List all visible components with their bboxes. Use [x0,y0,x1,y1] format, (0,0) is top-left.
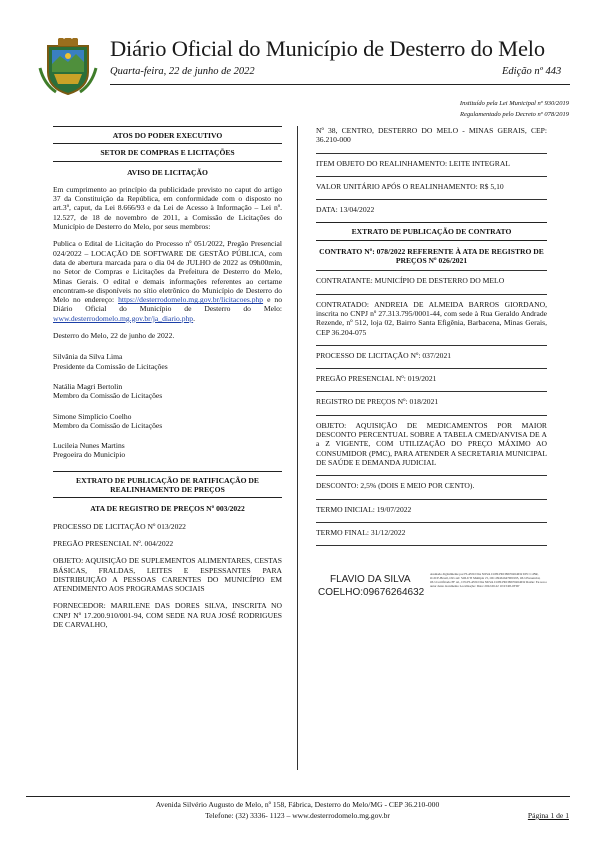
object-text: OBJETO: AQUISIÇÃO DE SUPLEMENTOS ALIMENTARES, CESTAS BÁSICAS, FRALDAS, LEITES E ESPESSANTES PARA DISTRIBUIÇÃO A PESSOAS CARENTES DO MUNICÍPIO EM ATENDIMENTO AOS PROGRAMAS SOCIAIS [53,556,282,594]
signatory-name: Simone Simplício Coelho [53,411,132,421]
left-column [53,126,282,637]
signatory-name: Silvânia da Silva Lima [53,352,123,362]
rule [316,499,547,500]
signature-block [53,412,282,431]
object-text: OBJETO: AQUISIÇÃO DE MEDICAMENTOS POR MAIOR DESCONTO PERCENTUAL SOBRE A TABELA CMED/ANVISA DE A a Z VIGENTE, COM UTILIZAÇÃO DO PREÇO MÁXIMO AO CONSUMIDOR (PMC), PARA ATENDER A SECRETARIA MUNICIPAL DE SAÚDE E DEMANDA JUDICIAL [316,420,547,467]
notice-paragraph-2 [53,239,282,323]
digital-signature-name-line-1: FLAVIO DA SILVA [330,574,411,585]
notice-dot: . [193,313,196,323]
signatory-role: Pregoeira do Município [53,450,126,460]
signatory-role: Presidente da Comissão de Licitações [53,361,168,371]
rule [316,545,547,546]
rule [316,475,547,476]
diario-link[interactable]: www.desterrodomelo.mg.gov.br/ja_diario.php [53,313,194,323]
rule [316,391,547,392]
section-heading-ratification: EXTRATO DE PUBLICAÇÃO DE RATIFICAÇÃO DE REALINHAMENTO DE PREÇOS [53,471,282,499]
supplier-text: FORNECEDOR: MARILENE DAS DORES SILVA, INSCRITA NO CNPJ Nº 17.200.910/001-94, COM SEDE NA RUA JOSÉ RODRIGUES DE CARVALHO, [53,601,282,629]
rule [316,415,547,416]
signature-block [53,382,282,401]
licitacoes-link[interactable]: https://desterrodomelo.mg.gov.br/licitacoes.php [118,295,264,305]
price-registry-number: REGISTRO DE PREÇOS Nº: 018/2021 [316,397,439,407]
footer-address: Avenida Silvério Augusto de Melo, nº 158, Fábrica, Desterro do Melo/MG - CEP 36.210-000 [155,800,440,809]
notice-paragraph-1: Em cumprimento ao princípio da publicidade previsto no caput do artigo 37 da Constituição da República, em conformidade com o disposto no art.3º, caput, da Lei 8.666/93 e da Lei de Acesso à Informação – Lei nº. 12.527, de 18 de novembro de 2011, a Comissão de Licitações do Município de Desterro do Melo, por seus membros: [53,184,282,232]
discount-text: DESCONTO: 2,5% (DOIS E MEIO POR CENTO). [316,481,475,491]
contract-number: CONTRATO Nº: 078/2022 REFERENTE À ATA DE REGISTRO DE PREÇOS Nº 026/2021 [319,246,544,266]
process-number: PROCESSO DE LICITAÇÃO Nº 013/2022 [53,521,186,531]
digital-signature-name-line-2: COELHO:09676264632 [318,587,425,598]
place-date: Desterro do Melo, 22 de junho de 2022. [53,331,175,341]
rule [316,294,547,295]
municipal-crest-logo [38,38,98,98]
digital-signature-details: Assinado digitalmente por FLAVIO DA SILVA COELHO:09676264632 DN: C=BR, O=ICP-Brasil, OU=AC SOLUTI Multipla v5, OU=09461647000195, OU=Presencial, OU=Certificado PF A1, CN=FLAVIO DA SILVA COELHO:09676264632 Razão: Eu sou o autor deste documento Localização: Data: 2022.06.22 10:23:48-03'00' [430,572,547,588]
footer-contact: Telefone: (32) 3336- 1123 – www.desterrodomelo.mg.gov.br [205,811,390,820]
edition-number: Edição nº 443 [502,66,562,77]
unit-value: VALOR UNITÁRIO APÓS O REALINHAMENTO: R$ 5,10 [316,181,504,191]
rule [316,199,547,200]
signatory-role: Membro da Comissão de Licitações [53,420,163,430]
contracted-party: CONTRATADO: ANDREIA DE ALMEIDA BARROS GIORDANO, inscrita no CNPJ nº 27.313.795/0001-44, com sede à Rua Geraldo Andrade Rezende, nº 512, loja 02, Bairro Santa Efigênia, Barbacena, Minas Gerais, CEP 36.204-075 [316,299,547,337]
decree-line: Regulamentado pelo Decreto nº 078/2019 [459,111,569,118]
rule [316,176,547,177]
signatory-role: Membro da Comissão de Licitações [53,391,163,401]
pregao-number: PREGÃO PRESENCIAL Nº: 019/2021 [316,374,437,384]
start-term: TERMO INICIAL: 19/07/2022 [316,504,412,514]
page-title: Diário Oficial do Município de Desterro do Melo [110,36,545,61]
footer-divider [26,796,570,797]
signature-block [53,441,282,460]
signatory-name: Natália Magri Bertolin [53,381,123,391]
notice-paragraph-2-text: Publica o Edital de Licitação do Processo nº 051/2022, Pregão Presencial 024/2022 – LOCAÇÃO DE SOFTWARE DE GESTÃO PÚBLICA, com data de abertura marcada para o dia 04 de JULHO de 2022 as 09h00min, no Setor de Compras e Licitações da Prefeitura de Desterro do Melo, Minas Gerais. O edital e demais informações referentes ao certame encontram-se disponíveis no sítio eletrônico do Município de Desterro do Melo no endereço: [53,239,282,305]
contracting-party: CONTRATANTE: MUNICÍPIO DE DESTERRO DO MELO [316,276,505,286]
notice-title: AVISO DE LICITAÇÃO [127,167,208,177]
rule [316,153,547,154]
section-heading-executive: ATOS DO PODER EXECUTIVO [53,126,282,143]
ata-number: ATA DE REGISTRO DE PREÇOS Nº 003/2022 [90,504,245,514]
signature-block [53,352,282,371]
section-heading-contract: EXTRATO DE PUBLICAÇÃO DE CONTRATO [316,222,547,240]
digital-signature [318,572,548,606]
realignment-item: ITEM OBJETO DO REALINHAMENTO: LEITE INTEGRAL [316,158,510,168]
signatory-name: Lucileia Nunes Martins [53,441,125,451]
supplier-address-continued: Nº 38, CENTRO, DESTERRO DO MELO - MINAS GERAIS, CEP: 36.210-000 [316,126,547,145]
rule [316,270,547,271]
end-term: TERMO FINAL: 31/12/2022 [316,527,406,537]
page-number: Página 1 de 1 [527,811,569,820]
header-divider [110,84,570,85]
section-heading-purchasing: SETOR DE COMPRAS E LICITAÇÕES [53,143,282,161]
rule [316,345,547,346]
rule [316,522,547,523]
column-divider [297,126,298,770]
pregao-number: PREGÃO PRESENCIAL Nº. 004/2022 [53,538,174,548]
rule [316,368,547,369]
legal-basis [460,98,569,120]
right-column [316,126,547,551]
notice-and-text: e no Diário Oficial do Município de Desterro do Melo: [53,295,282,314]
law-line: Instituído pela Lei Municipal nº 930/2019 [459,100,569,107]
process-number: PROCESSO DE LICITAÇÃO Nº: 037/2021 [316,350,452,360]
realignment-date: DATA: 13/04/2022 [316,205,375,215]
issue-date: Quarta-feira, 22 de junho de 2022 [110,66,255,77]
